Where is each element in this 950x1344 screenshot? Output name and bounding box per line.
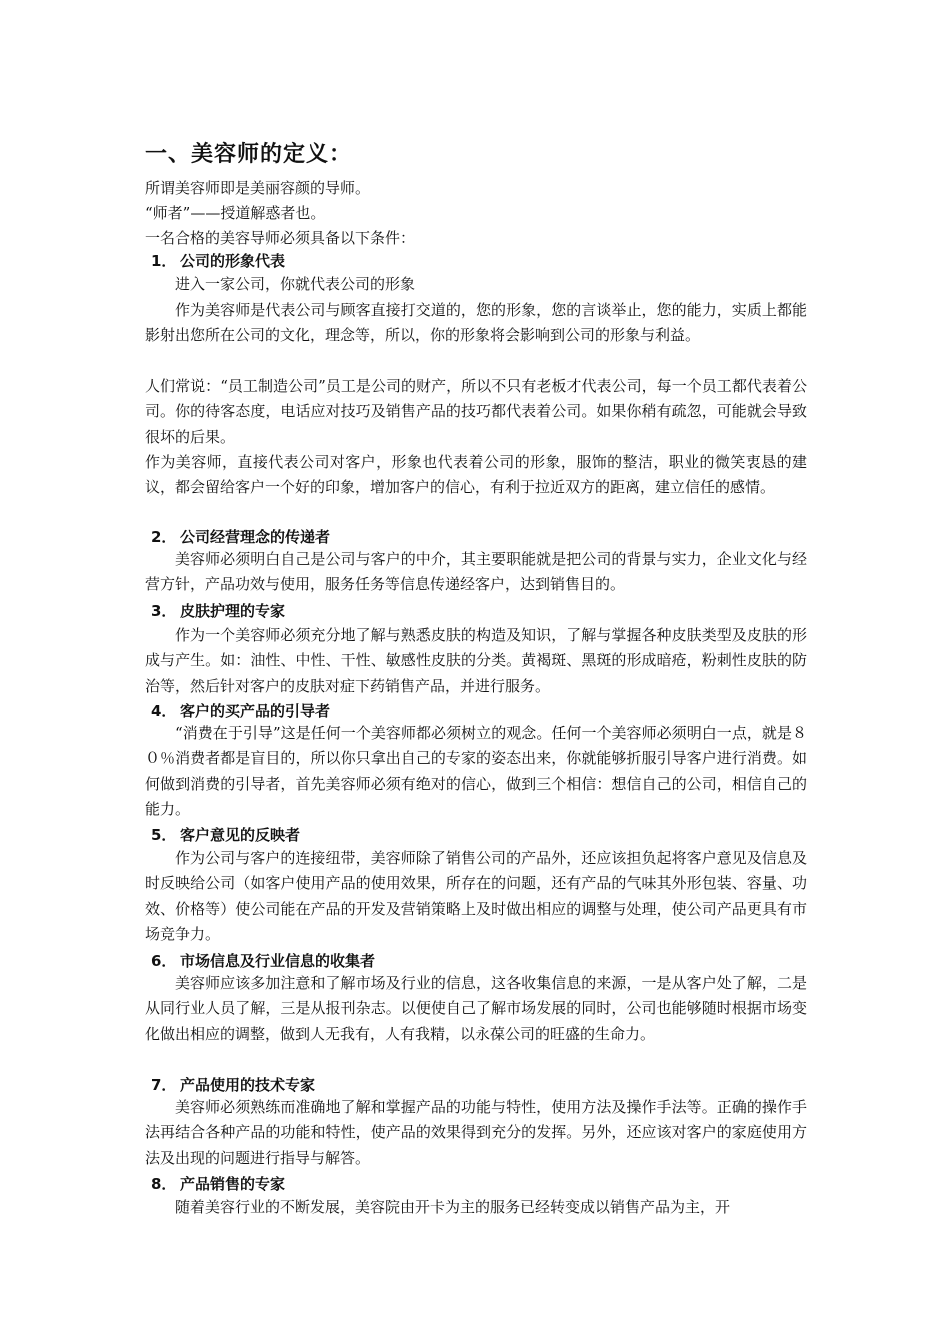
paragraph: 作为公司与客户的连接纽带，美容师除了销售公司的产品外，还应该担负起将客户意见及信息及时反映给公司（如客户使用产品的使用效果，所存在的问题，还有产品的气味其外形包装、容量、功效、价格等）使公司能在产品的开发及营销策略上及时做出相应的调整与处理，使公司产品更具有市场竞争力。 bbox=[145, 849, 807, 943]
intro-line: 一名合格的美容导师必须具备以下条件： bbox=[145, 229, 416, 247]
section-heading-2 bbox=[145, 527, 330, 547]
section-heading-4 bbox=[145, 701, 330, 721]
paragraph: 美容师必须明白自己是公司与客户的中介，其主要职能就是把公司的背景与实力，企业文化与经营方针，产品功效与使用，服务任务等信息传递经客户，达到销售目的。 bbox=[145, 550, 807, 594]
section-heading-7 bbox=[145, 1075, 315, 1095]
paragraph: 美容师应该多加注意和了解市场及行业的信息，这各收集信息的来源，一是从客户处了解，二是从同行业人员了解，三是从报刊杂志。以便使自己了解市场发展的同时，公司也能够随时根据市场变化做出相应的调整，做到人无我有，人有我精，以永葆公司的旺盛的生命力。 bbox=[145, 974, 807, 1043]
section-number: 5． bbox=[151, 826, 177, 844]
paragraph: “消费在于引导”这是任何一个美容师都必须树立的观念。任何一个美容师必须明白一点，就是８０％消费者都是盲目的，所以你只拿出自己的专家的姿态出来，你就能够折服引导客户进行消费。如何做到消费的引导者，首先美容师必须有绝对的信心，做到三个相信：想信自己的公司，相信自己的能力。 bbox=[145, 724, 807, 818]
section-number: 4． bbox=[151, 702, 177, 720]
section-title: 客户意见的反映者 bbox=[180, 826, 301, 844]
section-title: 客户的买产品的引导者 bbox=[180, 702, 331, 720]
section-title: 市场信息及行业信息的收集者 bbox=[180, 952, 376, 970]
document-title: 一、美容师的定义： bbox=[145, 142, 353, 167]
section-title: 产品使用的技术专家 bbox=[180, 1076, 316, 1094]
paragraph: 作为一个美容师必须充分地了解与熟悉皮肤的构造及知识，了解与掌握各种皮肤类型及皮肤的形成与产生。如：油性、中性、干性、敏感性皮肤的分类。黄褐斑、黑斑的形成暗疮，粉刺性皮肤的防治等，然后针对客户的皮肤对症下药销售产品，并进行服务。 bbox=[145, 626, 807, 695]
section-title: 皮肤护理的专家 bbox=[180, 602, 286, 620]
intro-line: “师者”——授道解惑者也。 bbox=[145, 204, 326, 222]
section-heading-1 bbox=[145, 251, 285, 271]
section-title: 公司经营理念的传递者 bbox=[180, 528, 331, 546]
paragraph: 作为美容师，直接代表公司对客户，形象也代表着公司的形象，服饰的整洁，职业的微笑衷恳的建议，都会留给客户一个好的印象，增加客户的信心，有利于拉近双方的距离，建立信任的感情。 bbox=[145, 453, 807, 497]
section-heading-6 bbox=[145, 951, 375, 971]
intro bbox=[145, 178, 807, 253]
paragraph: 作为美容师是代表公司与顾客直接打交道的，您的形象，您的言谈举止，您的能力，实质上都能影射出您所在公司的文化，理念等，所以，你的形象将会影响到公司的形象与利益。 bbox=[145, 301, 807, 345]
section-1-body bbox=[145, 274, 807, 294]
paragraph: 随着美容行业的不断发展，美容院由开卡为主的服务已经转变成以销售产品为主，开 bbox=[175, 1198, 731, 1216]
section-title: 公司的形象代表 bbox=[180, 252, 286, 270]
intro-line: 所谓美容师即是美丽容颜的导师。 bbox=[145, 179, 371, 197]
section-number: 6． bbox=[151, 952, 177, 970]
section-number: 1． bbox=[151, 252, 177, 270]
section-title: 产品销售的专家 bbox=[180, 1175, 286, 1193]
section-number: 3． bbox=[151, 602, 177, 620]
section-heading-3 bbox=[145, 601, 285, 621]
section-subline: 进入一家公司，你就代表公司的形象 bbox=[175, 275, 416, 293]
section-number: 2． bbox=[151, 528, 177, 546]
section-number: 8． bbox=[151, 1175, 177, 1193]
section-number: 7． bbox=[151, 1076, 177, 1094]
paragraph: 人们常说：“员工制造公司”员工是公司的财产，所以不只有老板才代表公司，每一个员工都代表着公司。你的待客态度，电话应对技巧及销售产品的技巧都代表着公司。如果你稍有疏忽，可能就会导致很坏的后果。 bbox=[145, 377, 807, 446]
section-heading-5 bbox=[145, 825, 300, 845]
paragraph: 美容师必须熟练而准确地了解和掌握产品的功能与特性，使用方法及操作手法等。正确的操作手法再结合各种产品的功能和特性，使产品的效果得到充分的发挥。另外，还应该对客户的家庭使用方法及出现的问题进行指导与解答。 bbox=[145, 1098, 807, 1167]
section-heading-8 bbox=[145, 1174, 285, 1194]
